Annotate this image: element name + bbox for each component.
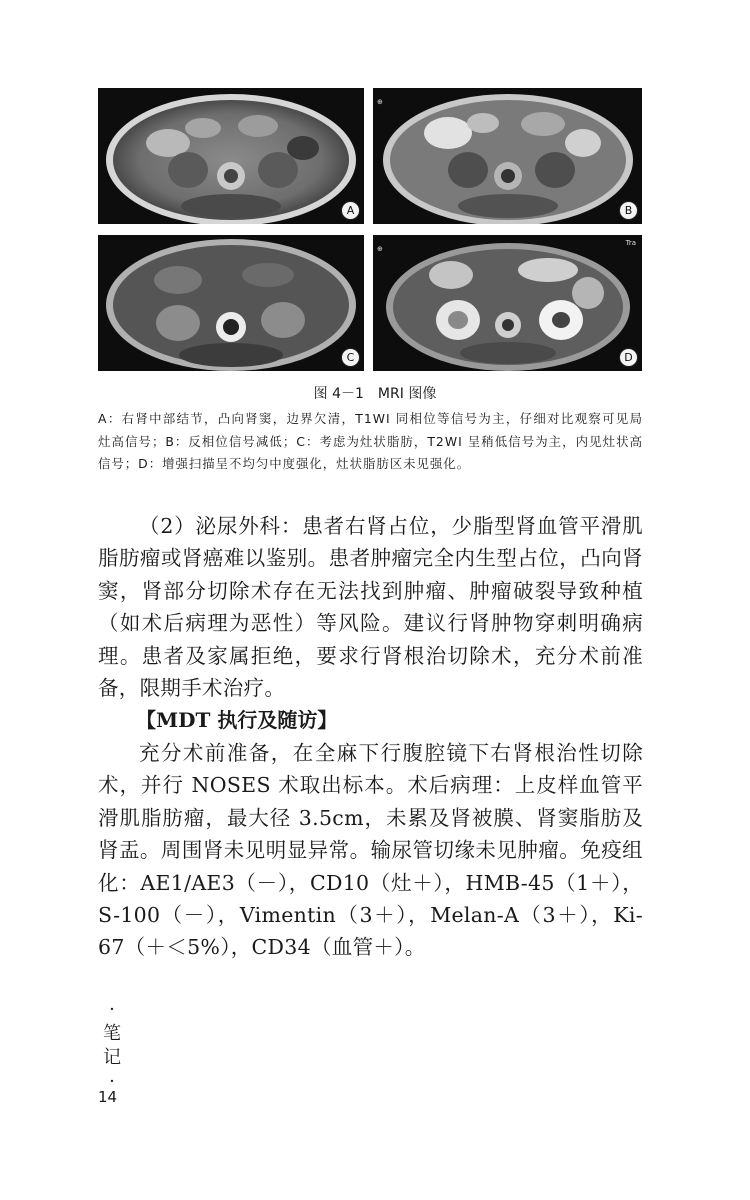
- page-number: 14: [98, 1088, 118, 1106]
- mri-image-d: [373, 235, 642, 371]
- mri-scan-b-drawing: [373, 88, 642, 224]
- panel-letter-a: A: [341, 201, 360, 220]
- mri-scan-d-drawing: [373, 235, 642, 371]
- figure-caption: 图 4－1 MRI 图像: [313, 386, 437, 402]
- sidebar-char-bi: 笔: [103, 1023, 121, 1044]
- panel-letter-d: D: [619, 348, 638, 367]
- body-paragraph-followup: 充分术前准备，在全麻下行腹腔镜下右肾根治性切除术，并行 NOSES 术取出标本。术后病理：上皮样血管平滑肌脂肪瘤，最大径 3.5cm，未累及肾被膜、肾窦脂肪及肾盂。周围肾未见明显异常。输尿管切缘未见肿瘤。免疫组化：AE1/AE3（－），CD10（灶＋），HMB-45（1＋），S-100（－），Vimentin（3＋），Melan-A（3＋），Ki-67（＋＜5%），CD34（血管＋）。: [98, 741, 643, 960]
- mri-image-b: [373, 88, 642, 224]
- panel-letter-c: C: [341, 348, 360, 367]
- body-paragraph-urology: （2）泌尿外科：患者右肾占位，少脂型肾血管平滑肌脂肪瘤或肾癌难以鉴别。患者肿瘤完全内生型占位，凸向肾窦，肾部分切除术存在无法找到肿瘤、肿瘤破裂导致种植（如术后病理为恶性）等风险。建议行肾肿物穿刺明确病理。患者及家属拒绝，要求行肾根治切除术，充分术前准备，限期手术治疗。: [98, 514, 643, 701]
- sidebar-dot-bottom: ·: [109, 1071, 115, 1092]
- scan-marker-d: ⊕: [377, 245, 383, 253]
- sidebar-char-ji: 记: [103, 1047, 121, 1068]
- mri-scan-c-drawing: [98, 235, 364, 371]
- mri-image-c: [98, 235, 364, 371]
- panel-letter-b: B: [619, 201, 638, 220]
- mri-image-a: [98, 88, 364, 224]
- sidebar-dot-top: ·: [109, 999, 115, 1020]
- scan-marker-b: ⊕: [377, 98, 383, 106]
- section-heading: 【MDT 执行及随访】: [136, 708, 338, 732]
- notes-sidebar: [100, 998, 124, 1094]
- scan-label-d: Tra: [625, 239, 636, 247]
- figure-note: A：右肾中部结节，凸向肾窦，边界欠清，T1WI 同相位等信号为主，仔细对比观察可见局灶高信号；B：反相位信号减低；C：考虑为灶状脂肪，T2WI 呈稍低信号为主，内见灶状高信号；D：增强扫描呈不均匀中度强化，灶状脂肪区未见强化。: [98, 411, 643, 471]
- mri-scan-a-drawing: [98, 88, 364, 224]
